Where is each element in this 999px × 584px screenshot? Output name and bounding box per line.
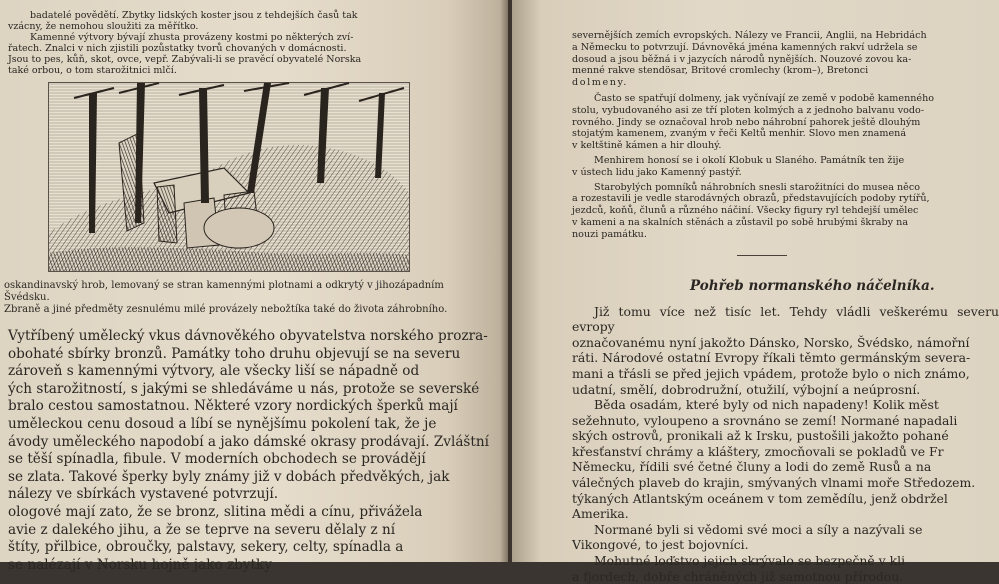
text-line: severnějších zemích evropských. Nálezy ve Francii, Anglii, na Hebridách [572, 30, 927, 41]
text-line: zároveň s kamennými výtvory, ale všecky liší se nápadně od [8, 363, 420, 380]
text-line: jezdců, koňů, člunů a různého náčiní. Všecky figury ryl tehdejší umělec [572, 205, 919, 217]
section-title: Pohřeb normanského náčelníka. [690, 277, 935, 294]
text-line: křesťanství chrámy a kláštery, zmocňovali se pokladů ve Fr [572, 443, 944, 459]
text-line: ráti. Národové ostatní Evropy říkali těmto germánským severa- [572, 350, 971, 366]
text-line: se nalézají v Norsku hojně jako zbytky [8, 556, 272, 573]
text-line: avie z dalekého jihu, a že se teprve na severu dělaly z ní [8, 521, 396, 538]
illustration-caption [4, 280, 490, 316]
text-line: a fjordech, dobře chráněných již samotnou přírodou. [572, 568, 904, 584]
text-line: Vytříbený umělecký vkus dávnověkého obyvatelstva norského prozra- [8, 328, 488, 344]
text-line: uměleckou cenu dosoud a líbí se nynějšímu pokolení tak, že je [8, 415, 437, 432]
text-line: badatelé povědětí. Zbytky lidských koster jsou z tehdejších časů tak [30, 10, 358, 21]
text-line: Již tomu více než tisíc let. Tehdy vládli veškerému severu evropy [572, 303, 999, 335]
text-line: Kamenné výtvory bývají zhusta provázeny kostmi po některých zví- [30, 32, 354, 43]
text-line: obohaté sbírky bronzů. Památky toho druhu objevují se na severu [8, 345, 461, 362]
text-line: ávody uměleckého napodobí a jako dámské okrasy prodávají. Zvláštní [8, 433, 489, 450]
caption-line: oskandinavský hrob, lemovaný se stran kamennými plotnami a odkrytý v jihozápadním Švédsku. [4, 280, 444, 303]
text-line: a rozestavili je vedle starodávných obrazů, představujících podoby rytířů, [572, 193, 930, 205]
text-line: v keltštině kámen a hir dlouhý. [572, 140, 722, 152]
section-divider [737, 255, 787, 256]
text-line: Německu, řídili své četné čluny a lodi do země Rusů a na [572, 459, 932, 475]
text-line: dolmeny. [572, 77, 628, 89]
right-page [512, 0, 999, 584]
text-line: řatech. Znalci v nich zjistili pozůstatky tvorů chovaných v domácnosti. [8, 43, 347, 54]
text-line: a Německu to potvrzují. Dávnověká jména kamenných rakví udržela se [572, 41, 918, 53]
text-line: stolu, vybudovaného asi ze tří ploten kolmých a z jednoho balvanu vodo- [572, 104, 925, 116]
text-line: válečných plaveb do krajin, smývaných vlnami moře Středozem. [572, 475, 976, 491]
text-line: nálezy ve sbírkách vystavené potvrzují. [8, 486, 279, 503]
text-line: se těší spínadla, fibule. V moderních obchodech se provádějí [8, 451, 426, 468]
text-line: také orbou, o tom starožitnici mlčí. [8, 65, 177, 76]
text-line: Jsou to pes, kůň, skot, ovce, vepř. Zabývali-li se pravěcí obyvatelé Norska [8, 54, 362, 65]
text-line: Menhirem honosí se i okolí Klobuk u Slaného. Památník ten žije [594, 154, 905, 166]
text-line: mani a třásli se před jejich vpádem, protože bylo o nich známo, [572, 365, 970, 381]
text-line: ologové mají zato, že se bronz, slitina mědi a cínu, přivážela [8, 503, 423, 520]
text-line: v ústech lidu jako Kamenný pastýř. [572, 166, 742, 178]
text-line: vzácny, že nemohou sloužiti za měřítko. [8, 21, 199, 32]
dolmen-engraving-illustration [48, 82, 410, 272]
text-line: menné rakve stendösar, Britové cromlechy (krom–), Bretonci [572, 65, 869, 77]
intro-text [8, 10, 490, 76]
text-line: Starobylých pomníků náhrobních snesli starožitníci do musea něco [594, 181, 920, 193]
text-line: Amerika. [572, 506, 629, 522]
text-line: Normané byli si vědomi své moci a síly a nazývali se [594, 521, 923, 537]
top-small-text [572, 30, 999, 89]
text-line: Běda osadám, které byly od nich napadeny! Kolik měst [594, 397, 939, 413]
text-line: ských ostrovů, pronikali až k Irsku, pustošili jakožto pohané [572, 428, 949, 444]
text-line: stojatým kamenem, zvaným v řeči Keltů menhir. Slovo men znamená [572, 128, 907, 140]
text-line: označovanému nyní jakožto Dánsko, Norsko, Švédsko, námořní [572, 334, 970, 350]
text-line: týkaných Atlantským oceánem v tom zemědílu, jenž obdržel [572, 490, 948, 506]
top-paragraphs [572, 93, 999, 241]
text-line: nouzi památku. [572, 228, 647, 240]
text-line: dosoud a jsou běžná i v jazycích národů nynějších. Nouzové zovou ka- [572, 53, 912, 65]
text-line: se zlata. Takové šperky byly známy již v dobách předvěkých, jak [8, 468, 450, 485]
main-text [8, 328, 490, 574]
left-page [0, 0, 508, 573]
caption-line: Zbraně a jiné předměty zesnulému milé provázely nebožtíka také do života záhrobního. [4, 304, 448, 315]
text-line: Vikongové, to jest bojovníci. [572, 537, 749, 553]
text-line: Mohutné loďstvo jejich skrývalo se bezpečně v kli [594, 553, 906, 569]
main-text [572, 304, 999, 584]
text-line: rovného. Jindy se označoval hrob nebo náhrobní pahorek ještě dlouhým [572, 116, 921, 128]
text-line: štíty, přilbice, obroučky, palstavy, sekery, celty, spínadla a [8, 539, 404, 556]
text-line: Často se spatřují dolmeny, jak vyčnívají ze země v podobě kamenného [594, 92, 935, 104]
text-line: udatní, smělí, dobrodružní, otužilí, výbojní a neúprosní. [572, 381, 921, 397]
text-line: bralo cestou samostatnou. Některé vzory nordických šperků mají [8, 398, 458, 415]
text-line: sežehnuto, vyloupeno a srovnáno se zemí! Normané napadali [572, 412, 958, 428]
text-line: ých starožitností, s jakými se shledáváme u nás, protože se severské [8, 380, 480, 397]
text-line: v kameni a na skalních stěnách a zůstavil po sobě hrubými škraby na [572, 216, 909, 228]
